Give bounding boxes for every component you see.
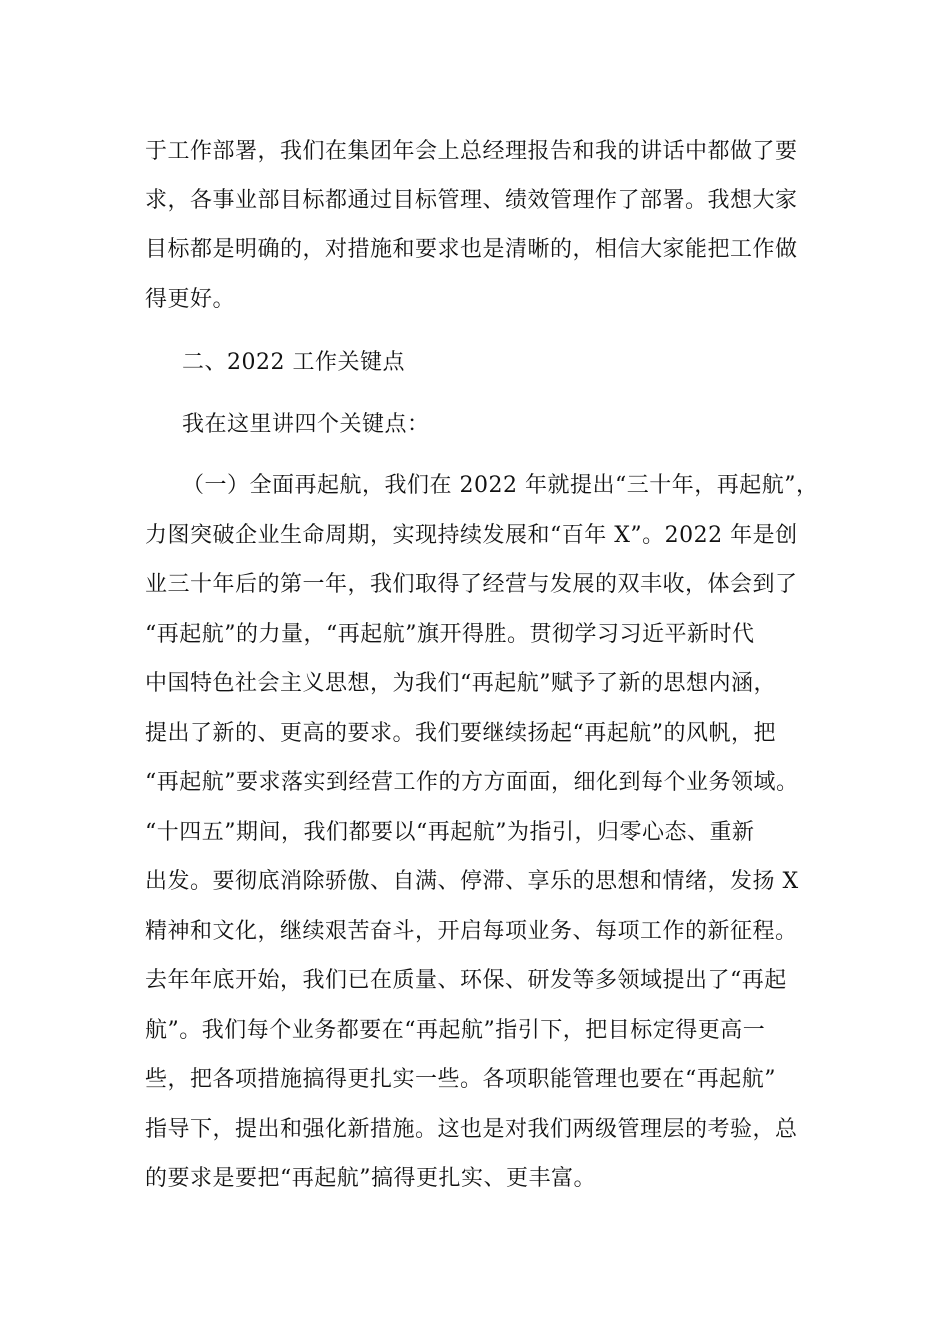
section-intro: 我在这里讲四个关键点： bbox=[182, 412, 430, 437]
body-text-line: 业三十年后的第一年，我们取得了经营与发展的双丰收，体会到了 bbox=[145, 572, 798, 597]
body-text-line: 力图突破企业生命周期，实现持续发展和“百年 X”。2022 年是创 bbox=[145, 523, 798, 548]
body-text-line: “十四五”期间，我们都要以“再起航”为指引，归零心态、重新 bbox=[145, 820, 755, 845]
body-text-line: 求，各事业部目标都通过目标管理、绩效管理作了部署。我想大家 bbox=[145, 188, 798, 213]
body-text-line: “再起航”要求落实到经营工作的方方面面，细化到每个业务领域。 bbox=[145, 770, 799, 795]
body-text-line: 提出了新的、更高的要求。我们要继续扬起“再起航”的风帆，把 bbox=[145, 721, 776, 746]
body-text-line: 些，把各项措施搞得更扎实一些。各项职能管理也要在“再起航” bbox=[145, 1067, 776, 1092]
body-text-line: 精神和文化，继续艰苦奋斗，开启每项业务、每项工作的新征程。 bbox=[145, 919, 798, 944]
body-text-line: 指导下，提出和强化新措施。这也是对我们两级管理层的考验，总 bbox=[145, 1117, 798, 1142]
body-text-line: 中国特色社会主义思想，为我们“再起航”赋予了新的思想内涵， bbox=[145, 671, 776, 696]
body-text-line: “再起航”的力量，“再起航”旗开得胜。贯彻学习习近平新时代 bbox=[145, 622, 755, 647]
section-heading: 二、2022 工作关键点 bbox=[182, 350, 405, 375]
body-text-line: 航”。我们每个业务都要在“再起航”指引下，把目标定得更高一 bbox=[145, 1018, 766, 1043]
body-text-line: （一）全面再起航，我们在 2022 年就提出“三十年，再起航”， bbox=[182, 473, 819, 498]
body-text-line: 于工作部署，我们在集团年会上总经理报告和我的讲话中都做了要 bbox=[145, 139, 798, 164]
body-text-line: 的要求是要把“再起航”搞得更扎实、更丰富。 bbox=[145, 1166, 596, 1191]
body-text-line: 出发。要彻底消除骄傲、自满、停滞、享乐的思想和情绪，发扬 X bbox=[145, 869, 799, 894]
body-text-line: 去年年底开始，我们已在质量、环保、研发等多领域提出了“再起 bbox=[145, 968, 787, 993]
body-text-line: 得更好。 bbox=[145, 287, 236, 312]
body-text-line: 目标都是明确的，对措施和要求也是清晰的，相信大家能把工作做 bbox=[145, 237, 798, 262]
